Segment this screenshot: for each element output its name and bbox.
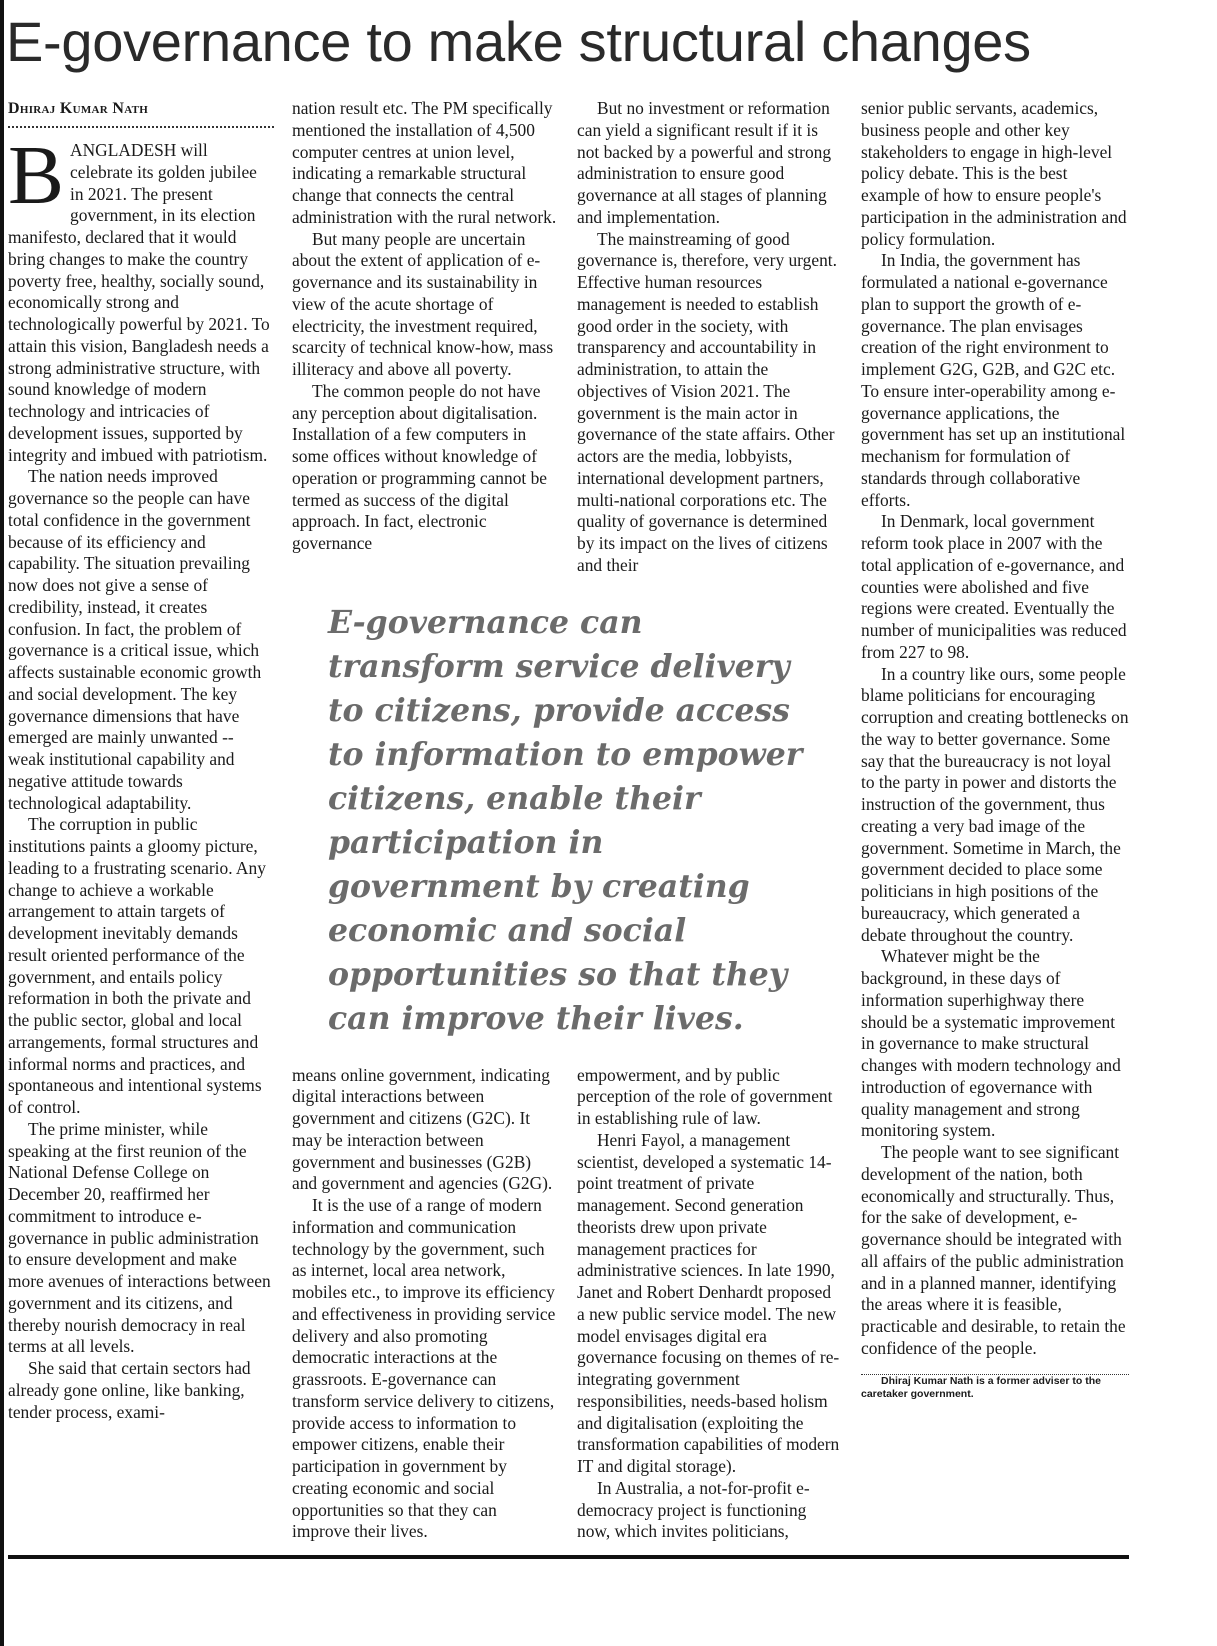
- paragraph: The common people do not have any perception about digitalisation. Installation of a few computers in some offices without knowledge of operation or programming cannot be termed as success of the digital approach. In fact, electronic governance: [292, 380, 547, 553]
- middle-columns: [292, 98, 843, 1543]
- paragraph: In Australia, a not-for-profit e-democracy project is functioning now, which invites politicians,: [577, 1477, 810, 1542]
- paragraph: senior public servants, academics, business people and other key stakeholders to engage in high-level policy debate. This is the best example of how to ensure people's participation in the administration and policy formulation.: [861, 98, 1127, 249]
- column-3-bottom: [577, 1065, 843, 1544]
- byline: Dhiraj Kumar Nath: [8, 100, 149, 117]
- column-2-bottom: [292, 1065, 558, 1544]
- column-1: [8, 98, 274, 1543]
- column-4: [861, 98, 1129, 1543]
- author-footnote: Dhiraj Kumar Nath is a former adviser to the caretaker government.: [861, 1374, 1101, 1400]
- paragraph: means online government, indicating digital interactions between government and citizens (G2C). It may be interaction between government and businesses (G2B) and government and agencies (G2G).: [292, 1064, 553, 1194]
- drop-cap: B: [8, 129, 65, 222]
- paragraph: In a country like ours, some people blame politicians for encouraging corruption and creating bottlenecks on the way to better governance. Some say that the bureaucracy is not loyal to the party in power and distorts the instruction of the government, thus creating a very bad image of the government. Sometime in March, the government decided to place some politicians in high positions of the bureaucracy, which generated a debate throughout the country.: [861, 663, 1129, 945]
- paragraph: nation result etc. The PM specifically mentioned the installation of 4,500 computer centres at union level, indicating a remarkable structural change that connects the central administration with the rural network.: [292, 98, 557, 227]
- paragraph: But many people are uncertain about the extent of application of e-governance and its sustainability in view of the acute shortage of electricity, the investment required, scarcity of technical know-how, mass illiteracy and above all poverty.: [292, 228, 554, 379]
- paragraph: The prime minister, while speaking at the first reunion of the National Defense College on December 20, reaffirmed her commitment to introduce e-governance in public administration to ensure development and make more avenues of interactions between government and its citizens, and thereby nourish democracy in real terms at all levels.: [8, 1118, 271, 1357]
- paragraph: But no investment or reformation can yield a significant result if it is not backed by a powerful and strong administration to ensure good governance at all stages of planning and implementation.: [577, 98, 832, 227]
- pull-quote: E-governance can transform service delivery to citizens, provide access to information to empower citizens, enable their participation in government by creating economic and social opportunities so that they can improve their lives.: [328, 603, 803, 1037]
- paragraph: Henri Fayol, a management scientist, developed a systematic 14-point treatment of private management. Second generation theorists drew upon private management practices for administrative sciences. In late 1990, Janet and Robert Denhardt proposed a new public service model. The new model envisages digital era governance focusing on themes of re-integrating government responsibilities, needs-based holism and digitalisation (exploiting the transformation capabilities of modern IT and digital storage).: [577, 1129, 840, 1476]
- paragraph-text: ANGLADESH will celebrate its golden jubilee in 2021. The present government, in its election manifesto, declared that it would bring changes to make the country poverty free, healthy, socially sound, economically strong and technologically powerful by 2021. To attain this vision, Bangladesh needs a strong administrative structure, with sound knowledge of modern technology and intricacies of development issues, supported by integrity and imbued with patriotism.: [8, 140, 270, 465]
- article-body: [8, 98, 1129, 1559]
- headline: E-governance to make structural changes: [6, 10, 1031, 73]
- paragraph: The corruption in public institutions paints a gloomy picture, leading to a frustrating scenario. Any change to achieve a workable arrangement to attain targets of development inevitably demands result oriented performance of the government, and entails policy reformation in both the private and the public sector, global and local arrangements, formal structures and informal norms and practices, and spontaneous and intentional systems of control.: [8, 814, 266, 1117]
- paragraph: [8, 129, 274, 466]
- byline-divider: [8, 126, 274, 128]
- paragraph: It is the use of a range of modern information and communication technology by the government, such as internet, local area network, mobiles etc., to improve its efficiency and effectiveness in providing service delivery and also promoting democratic interactions at the grassroots. E-governance can transform service delivery to citizens, provide access to information to empower citizens, enable their participation in government by creating economic and social opportunities so that they can improve their lives.: [292, 1195, 556, 1542]
- page-border-left: [0, 0, 4, 1646]
- paragraph: empowerment, and by public perception of the role of government in establishing rule of law.: [577, 1064, 833, 1128]
- column-3-top: [577, 98, 843, 577]
- paragraph: She said that certain sectors had already gone online, like banking, tender process, exami-: [8, 1358, 251, 1422]
- paragraph: The mainstreaming of good governance is, therefore, very urgent. Effective human resources management is needed to establish good order in the society, with transparency and accountability in administration, to attain the objectives of Vision 2021. The government is the main actor in governance of the state affairs. Other actors are the media, lobbyists, international development partners, multi-national corporations etc. The quality of governance is determined by its impact on the lives of citizens and their: [577, 228, 837, 575]
- paragraph: The nation needs improved governance so the people can have total confidence in the government because of its efficiency and capability. The situation prevailing now does not give a sense of credibility, instead, it creates confusion. In fact, the problem of governance is a critical issue, which affects sustainable economic growth and social development. The key governance dimensions that have emerged are mainly unwanted -- weak institutional capability and negative attitude towards technological adaptability.: [8, 466, 262, 813]
- paragraph: In Denmark, local government reform took place in 2007 with the total application of e-governance, and counties were abolished and five regions were created. Eventually the number of municipalities was reduced from 227 to 98.: [861, 511, 1127, 662]
- paragraph: In India, the government has formulated a national e-governance plan to support the growth of e-governance. The plan envisages creation of the right environment to implement G2G, G2B, and G2C etc. To ensure inter-operability among e-governance applications, the government has set up an institutional mechanism for formulation of standards through collaborative efforts.: [861, 250, 1126, 510]
- paragraph: The people want to see significant development of the nation, both economically and structurally. Thus, for the sake of development, e-governance should be integrated with all affairs of the public administration and in a planned manner, identifying the areas where it is feasible, practicable and desirable, to retain the confidence of the people.: [861, 1142, 1126, 1358]
- column-2-top: [292, 98, 558, 577]
- paragraph: Whatever might be the background, in these days of information superhighway there should be a systematic improvement in governance to make structural changes with modern technology and introduction of egovernance with quality management and strong monitoring system.: [861, 946, 1121, 1141]
